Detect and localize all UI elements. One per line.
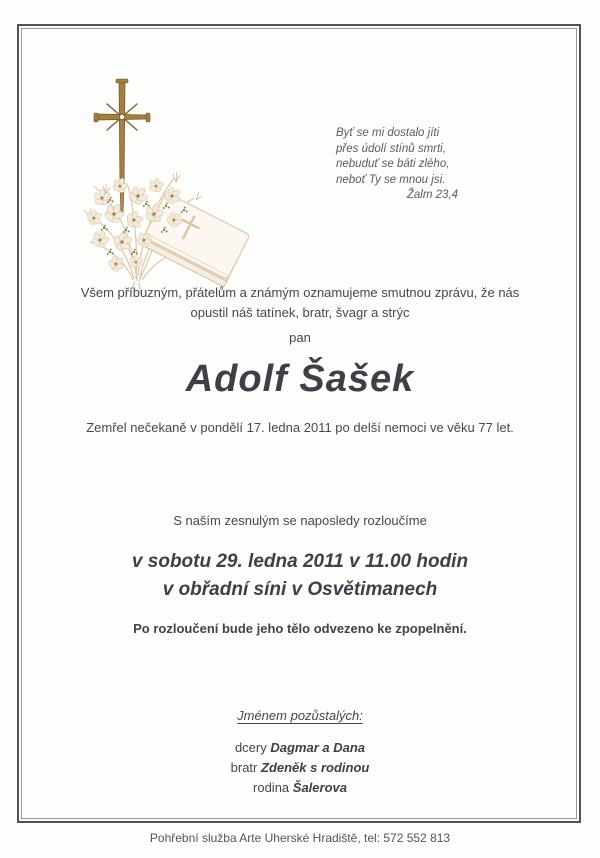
quote-attribution: Žalm 23,4 — [406, 189, 458, 201]
mourner-names: Dagmar a Dana — [270, 740, 366, 755]
farewell-intro: S naším zesnulým se naposledy rozloučíme — [173, 513, 427, 528]
mourner-names: Zdeněk s rodinou — [261, 760, 370, 775]
mourner-names: Šalerova — [292, 780, 347, 795]
farewell-place: v obřadní síni v Osvětimanech — [162, 579, 438, 600]
death-info: Zemřel nečekaně v pondělí 17. ledna 2011 po delší nemoci ve věku 77 let. — [86, 420, 514, 435]
quote-line: Byť se mi dostalo jíti — [336, 127, 440, 139]
farewell-datetime-place — [30, 548, 570, 604]
quote-line: přes údolí stínů smrti, — [336, 142, 446, 155]
announcement-text — [30, 283, 570, 323]
deceased-name: Adolf Šašek — [185, 358, 415, 400]
funeral-service-contact: Pohřební služba Arte Uherské Hradiště, tel: 572 552 813 — [149, 831, 451, 845]
cross-flowers-bible-icon — [76, 74, 288, 292]
announcement-line-2: opustil náš tatínek, bratr, švagr a strýc — [190, 305, 410, 320]
mourners-list — [30, 738, 570, 798]
cremation-note: Po rozloučení bude jeho tělo odvezeno ke zpopelnění. — [133, 621, 467, 636]
mourners-heading: Jménem pozůstalých: — [237, 708, 363, 723]
mourner-row — [30, 758, 570, 778]
mourner-row — [30, 778, 570, 798]
farewell-datetime: v sobotu 29. ledna 2011 v 11.00 hodin — [131, 551, 469, 572]
quote-line: nebuduť se báti zlého, — [336, 158, 450, 170]
announcement-line-1: Všem příbuzným, přátelům a známým oznamujeme smutnou zprávu, že nás — [80, 285, 520, 300]
mourner-relation: rodina — [253, 780, 290, 795]
psalm-quote — [336, 126, 462, 204]
mourner-relation: dcery — [234, 740, 267, 755]
quote-line: neboť Ty se mnou jsi. — [336, 173, 446, 186]
honorific-title: pan — [289, 330, 311, 345]
mourner-relation: bratr — [230, 760, 258, 775]
mourner-row — [30, 738, 570, 758]
